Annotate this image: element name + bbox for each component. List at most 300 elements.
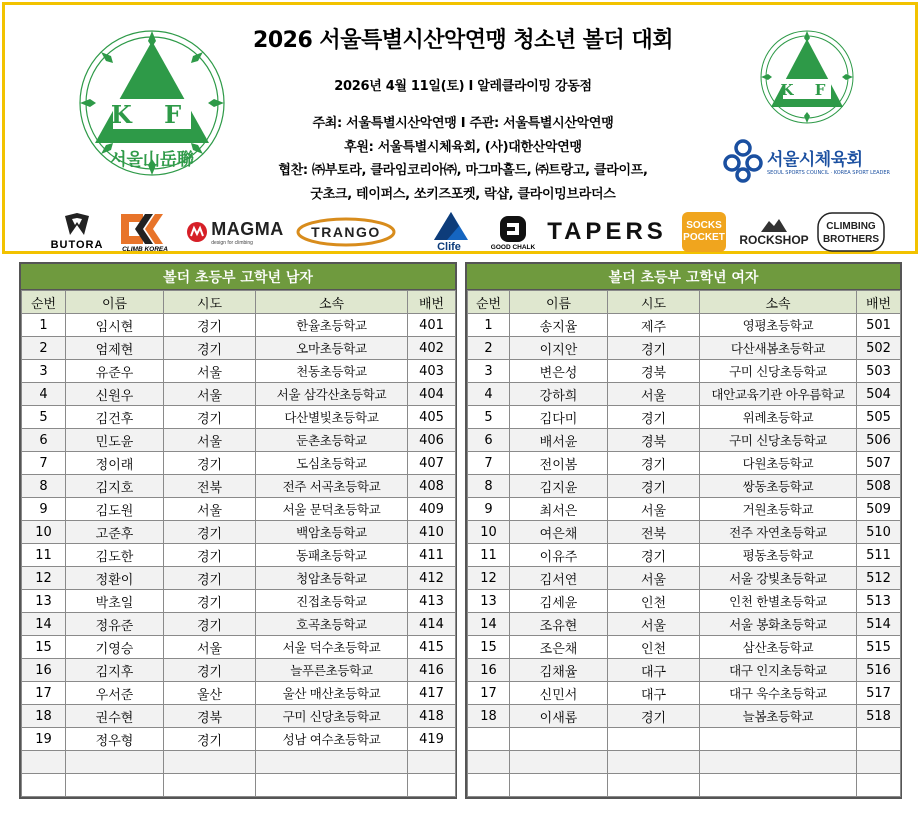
cell-number: 18	[22, 705, 66, 728]
table-row	[22, 613, 456, 636]
cell-region	[608, 728, 700, 751]
cell-number: 18	[468, 705, 510, 728]
cell-bib: 504	[857, 383, 901, 406]
emblem-hanja: 서울山岳聯	[110, 150, 194, 170]
cell-number: 2	[22, 337, 66, 360]
cell-number: 15	[22, 636, 66, 659]
cell-number: 14	[22, 613, 66, 636]
cell-region: 서울	[608, 383, 700, 406]
cell-name: 우서준	[66, 682, 164, 705]
cell-bib: 403	[408, 360, 456, 383]
cell-number: 10	[22, 521, 66, 544]
cell-name: 박초일	[66, 590, 164, 613]
cell-name: 유준우	[66, 360, 164, 383]
cell-bib: 503	[857, 360, 901, 383]
cell-affiliation: 한율초등학교	[256, 314, 408, 337]
cell-bib: 416	[408, 659, 456, 682]
cell-name	[510, 728, 608, 751]
table-row	[22, 498, 456, 521]
cell-bib: 516	[857, 659, 901, 682]
cell-number: 8	[22, 475, 66, 498]
cell-bib: 511	[857, 544, 901, 567]
cell-affiliation: 늘봄초등학교	[700, 705, 857, 728]
cell-bib	[408, 751, 456, 774]
good-chalk-label: GOOD CHALK	[490, 243, 536, 251]
cell-affiliation: 늘푸른초등학교	[256, 659, 408, 682]
cell-name: 이유주	[510, 544, 608, 567]
cosponsors-line-1: 협찬: ㈜부토라, 클라임코리아㈜, 마그마홀드, ㈜트랑고, 클라이프,	[278, 163, 648, 178]
cell-region: 경기	[608, 406, 700, 429]
cell-number	[22, 774, 66, 797]
cell-region	[608, 774, 700, 797]
seoul-sports-council-logo	[723, 135, 891, 187]
butora-icon	[62, 213, 92, 237]
table-row	[468, 613, 901, 636]
cell-region	[164, 751, 256, 774]
tapers-label: TAPERS	[547, 218, 667, 245]
table-row	[468, 567, 901, 590]
sponsors-line: 후원: 서울특별시체육회, (사)대한산악연맹	[344, 140, 582, 155]
cell-region: 경북	[164, 705, 256, 728]
cell-region: 경기	[164, 544, 256, 567]
cell-region: 경기	[608, 544, 700, 567]
cell-number: 2	[468, 337, 510, 360]
cell-region: 경기	[608, 705, 700, 728]
cell-number	[468, 774, 510, 797]
cell-region: 경북	[608, 429, 700, 452]
cell-region: 인천	[608, 590, 700, 613]
table-row	[22, 337, 456, 360]
cell-affiliation	[256, 774, 408, 797]
cell-bib: 412	[408, 567, 456, 590]
cell-bib: 502	[857, 337, 901, 360]
organizers: 주최: 서울특별시산악연맹 I 주관: 서울특별시산악연맹	[312, 116, 614, 131]
cell-number: 4	[22, 383, 66, 406]
cell-bib: 409	[408, 498, 456, 521]
cell-number: 7	[468, 452, 510, 475]
butora-label: BUTORA	[50, 239, 104, 251]
table-row	[468, 360, 901, 383]
clife-label: Clife	[437, 241, 461, 253]
cell-bib: 507	[857, 452, 901, 475]
table-row	[22, 360, 456, 383]
clife-icon	[429, 211, 469, 241]
cell-name: 정이래	[66, 452, 164, 475]
boys-roster-table	[19, 262, 457, 799]
table-row	[22, 567, 456, 590]
cell-bib: 418	[408, 705, 456, 728]
emblem-letters: K F	[110, 100, 194, 129]
rockshop-logo	[741, 208, 807, 256]
cell-number: 12	[468, 567, 510, 590]
cell-number: 10	[468, 521, 510, 544]
cell-name	[66, 774, 164, 797]
cell-region: 전북	[608, 521, 700, 544]
col-header-number: 순번	[468, 291, 510, 314]
mountaineering-federation-emblem-small-icon	[757, 25, 857, 129]
svg-text:CLIMBING: CLIMBING	[826, 221, 876, 232]
cell-number: 5	[468, 406, 510, 429]
cell-bib: 415	[408, 636, 456, 659]
cell-name: 이새롬	[510, 705, 608, 728]
cell-bib: 419	[408, 728, 456, 751]
cell-bib: 407	[408, 452, 456, 475]
cell-region: 경기	[164, 659, 256, 682]
cell-bib	[408, 774, 456, 797]
cell-number: 5	[22, 406, 66, 429]
col-header-number: 순번	[22, 291, 66, 314]
cell-bib: 501	[857, 314, 901, 337]
boys-table-title: 볼더 초등부 고학년 남자	[21, 264, 455, 290]
cell-name: 정환이	[66, 567, 164, 590]
svg-text:BROTHERS: BROTHERS	[822, 234, 880, 245]
table-row	[22, 590, 456, 613]
magma-sub-label: design for climbing	[211, 239, 253, 246]
magma-logo	[185, 208, 285, 256]
cell-bib: 506	[857, 429, 901, 452]
cell-number	[468, 728, 510, 751]
cell-bib: 510	[857, 521, 901, 544]
cell-region	[608, 751, 700, 774]
cell-affiliation: 전주 자연초등학교	[700, 521, 857, 544]
cell-affiliation: 서울 강빛초등학교	[700, 567, 857, 590]
cell-affiliation: 대구 욱수초등학교	[700, 682, 857, 705]
cell-affiliation: 울산 매산초등학교	[256, 682, 408, 705]
cell-region: 서울	[164, 498, 256, 521]
table-row	[22, 659, 456, 682]
cell-number: 11	[468, 544, 510, 567]
cell-bib: 401	[408, 314, 456, 337]
table-row	[468, 728, 901, 751]
cell-number: 9	[22, 498, 66, 521]
cell-affiliation: 청암초등학교	[256, 567, 408, 590]
col-header-name: 이름	[66, 291, 164, 314]
cell-number: 11	[22, 544, 66, 567]
cell-affiliation: 서울 삼각산초등학교	[256, 383, 408, 406]
cell-name: 엄제현	[66, 337, 164, 360]
cell-region: 경기	[164, 521, 256, 544]
cell-name: 정유준	[66, 613, 164, 636]
cell-affiliation: 대구 인지초등학교	[700, 659, 857, 682]
cell-name: 기영승	[66, 636, 164, 659]
cell-affiliation: 구미 신당초등학교	[700, 360, 857, 383]
cell-number: 16	[22, 659, 66, 682]
cell-bib: 505	[857, 406, 901, 429]
cell-affiliation: 인천 한별초등학교	[700, 590, 857, 613]
cell-number: 13	[22, 590, 66, 613]
table-header-row	[22, 291, 456, 314]
cell-affiliation: 백암초등학교	[256, 521, 408, 544]
cell-affiliation: 대안교육기관 아우름학교	[700, 383, 857, 406]
seoul-sports-council-tagline: SEOUL SPORTS COUNCIL · KOREA SPORT LEADER	[767, 170, 891, 176]
cell-name: 고준후	[66, 521, 164, 544]
cell-region: 경기	[608, 452, 700, 475]
col-header-affiliation: 소속	[256, 291, 408, 314]
magma-icon	[186, 221, 208, 243]
cell-bib: 405	[408, 406, 456, 429]
table-row	[22, 682, 456, 705]
cell-name: 김도한	[66, 544, 164, 567]
cell-affiliation: 성남 여수초등학교	[256, 728, 408, 751]
table-row	[468, 544, 901, 567]
cell-number: 14	[468, 613, 510, 636]
cell-affiliation: 쌍동초등학교	[700, 475, 857, 498]
cell-affiliation: 천동초등학교	[256, 360, 408, 383]
table-row	[22, 429, 456, 452]
cell-bib: 513	[857, 590, 901, 613]
cell-bib: 512	[857, 567, 901, 590]
rockshop-label: ROCKSHOP	[739, 233, 809, 247]
table-row	[22, 705, 456, 728]
cell-region: 경기	[608, 475, 700, 498]
cell-region: 경기	[164, 613, 256, 636]
magma-label: MAGMA	[211, 218, 284, 239]
cell-affiliation: 다산별빛초등학교	[256, 406, 408, 429]
cell-name: 권수현	[66, 705, 164, 728]
girls-table-title: 볼더 초등부 고학년 여자	[467, 264, 900, 290]
seoul-sports-council-icon	[723, 137, 763, 183]
col-header-region: 시도	[608, 291, 700, 314]
table-row	[468, 751, 901, 774]
cell-name: 김지윤	[510, 475, 608, 498]
table-row	[22, 521, 456, 544]
cell-affiliation: 서울 봉화초등학교	[700, 613, 857, 636]
cell-affiliation	[700, 774, 857, 797]
cell-name: 여은채	[510, 521, 608, 544]
cell-name	[510, 751, 608, 774]
table-row	[22, 452, 456, 475]
table-row	[468, 682, 901, 705]
tapers-logo	[549, 208, 665, 256]
cell-bib: 404	[408, 383, 456, 406]
cell-number: 12	[22, 567, 66, 590]
climb-korea-label: CLIMB KOREA	[122, 245, 168, 253]
ck-icon	[117, 212, 173, 246]
cell-affiliation: 진접초등학교	[256, 590, 408, 613]
table-row	[468, 590, 901, 613]
cell-bib: 410	[408, 521, 456, 544]
cell-affiliation: 둔촌초등학교	[256, 429, 408, 452]
cell-number	[468, 751, 510, 774]
climb-korea-logo	[113, 208, 177, 256]
cell-bib: 413	[408, 590, 456, 613]
cell-region: 울산	[164, 682, 256, 705]
cell-name: 강하희	[510, 383, 608, 406]
cell-bib: 408	[408, 475, 456, 498]
cell-region: 서울	[608, 498, 700, 521]
svg-text:SOCKS: SOCKS	[686, 220, 722, 231]
cell-name: 송지율	[510, 314, 608, 337]
cell-number: 3	[468, 360, 510, 383]
cell-number: 19	[22, 728, 66, 751]
cell-region: 경기	[164, 452, 256, 475]
cell-number: 17	[22, 682, 66, 705]
cell-bib	[857, 774, 901, 797]
good-chalk-icon	[498, 214, 528, 244]
table-row	[468, 521, 901, 544]
event-header	[2, 2, 918, 254]
clife-logo	[423, 208, 475, 256]
trango-label: TRANGO	[311, 224, 381, 240]
trango-logo	[295, 208, 397, 256]
cell-number: 9	[468, 498, 510, 521]
cell-region: 서울	[164, 383, 256, 406]
cell-affiliation: 삼산초등학교	[700, 636, 857, 659]
rockshop-icon	[759, 217, 789, 233]
cell-region: 서울	[608, 567, 700, 590]
cell-affiliation: 서울 덕수초등학교	[256, 636, 408, 659]
cell-bib: 508	[857, 475, 901, 498]
cell-name	[510, 774, 608, 797]
cell-region: 경북	[608, 360, 700, 383]
seoul-sports-council-name: 서울시체육회	[767, 150, 863, 170]
cell-affiliation: 전주 서곡초등학교	[256, 475, 408, 498]
table-row	[468, 705, 901, 728]
cell-affiliation	[700, 728, 857, 751]
cell-number: 3	[22, 360, 66, 383]
cell-affiliation: 위례초등학교	[700, 406, 857, 429]
cell-bib	[857, 728, 901, 751]
col-header-bib: 배번	[408, 291, 456, 314]
cell-region: 경기	[164, 406, 256, 429]
cell-name: 배서윤	[510, 429, 608, 452]
cell-number: 17	[468, 682, 510, 705]
cell-name: 김다미	[510, 406, 608, 429]
cell-name	[66, 751, 164, 774]
col-header-region: 시도	[164, 291, 256, 314]
cell-affiliation: 거원초등학교	[700, 498, 857, 521]
table-row	[22, 751, 456, 774]
svg-text:POCKET: POCKET	[683, 232, 725, 243]
cell-region: 경기	[164, 590, 256, 613]
table-row	[22, 774, 456, 797]
cell-name: 김도원	[66, 498, 164, 521]
col-header-name: 이름	[510, 291, 608, 314]
cell-name: 김채율	[510, 659, 608, 682]
cell-affiliation: 다원초등학교	[700, 452, 857, 475]
cell-name: 변은성	[510, 360, 608, 383]
cell-region: 경기	[164, 314, 256, 337]
date-venue: 2026년 4월 11일(토) I 알레클라이밍 강동점	[334, 79, 592, 94]
cell-name: 신원우	[66, 383, 164, 406]
cell-bib: 402	[408, 337, 456, 360]
cell-affiliation: 구미 신당초등학교	[256, 705, 408, 728]
cell-affiliation: 동패초등학교	[256, 544, 408, 567]
col-header-affiliation: 소속	[700, 291, 857, 314]
cell-affiliation: 서울 문덕초등학교	[256, 498, 408, 521]
cell-bib: 417	[408, 682, 456, 705]
climbing-brothers-logo	[813, 208, 889, 256]
cell-region: 경기	[608, 337, 700, 360]
cell-number: 13	[468, 590, 510, 613]
cell-region: 경기	[164, 337, 256, 360]
cell-region	[164, 774, 256, 797]
cell-name: 김세윤	[510, 590, 608, 613]
cell-name: 김지후	[66, 659, 164, 682]
cell-bib: 411	[408, 544, 456, 567]
cell-number: 6	[468, 429, 510, 452]
cell-affiliation: 오마초등학교	[256, 337, 408, 360]
cell-region: 대구	[608, 659, 700, 682]
svg-text:K F: K F	[780, 81, 834, 99]
cell-bib: 517	[857, 682, 901, 705]
cell-name: 김지호	[66, 475, 164, 498]
cell-affiliation: 구미 신당초등학교	[700, 429, 857, 452]
cell-name: 김서연	[510, 567, 608, 590]
table-row	[468, 636, 901, 659]
cell-affiliation: 영평초등학교	[700, 314, 857, 337]
girls-roster-table	[465, 262, 902, 799]
table-row	[468, 774, 901, 797]
cell-affiliation: 평동초등학교	[700, 544, 857, 567]
table-row	[22, 728, 456, 751]
cell-affiliation: 도심초등학교	[256, 452, 408, 475]
cell-region: 경기	[164, 567, 256, 590]
cell-name: 민도윤	[66, 429, 164, 452]
butora-logo	[45, 208, 109, 256]
table-row	[22, 314, 456, 337]
table-header-row	[468, 291, 901, 314]
cell-name: 이지안	[510, 337, 608, 360]
table-row	[22, 406, 456, 429]
cell-name: 조유현	[510, 613, 608, 636]
table-row	[468, 498, 901, 521]
cell-name: 정우형	[66, 728, 164, 751]
table-row	[468, 659, 901, 682]
table-row	[468, 406, 901, 429]
cell-region: 경기	[164, 728, 256, 751]
cell-number: 1	[468, 314, 510, 337]
socks-pocket-logo	[677, 208, 731, 256]
cell-number: 7	[22, 452, 66, 475]
cell-number: 4	[468, 383, 510, 406]
cosponsors-line-2: 굿초크, 테이퍼스, 쏘키즈포켓, 락샵, 클라이밍브라더스	[310, 187, 616, 202]
cell-affiliation: 다산새봄초등학교	[700, 337, 857, 360]
cell-bib: 515	[857, 636, 901, 659]
table-row	[468, 452, 901, 475]
cell-affiliation: 호곡초등학교	[256, 613, 408, 636]
table-row	[468, 429, 901, 452]
table-row	[468, 475, 901, 498]
climbing-brothers-icon	[816, 211, 886, 253]
table-row	[22, 383, 456, 406]
cell-number	[22, 751, 66, 774]
cell-region: 서울	[164, 636, 256, 659]
cell-region: 대구	[608, 682, 700, 705]
cell-region: 서울	[608, 613, 700, 636]
socks-pocket-icon	[680, 210, 728, 254]
cell-affiliation	[256, 751, 408, 774]
cell-region: 전북	[164, 475, 256, 498]
cell-name: 임시현	[66, 314, 164, 337]
good-chalk-logo	[483, 208, 543, 256]
cell-bib: 509	[857, 498, 901, 521]
table-row	[22, 544, 456, 567]
cell-number: 1	[22, 314, 66, 337]
cell-region: 서울	[164, 429, 256, 452]
cell-name: 김건후	[66, 406, 164, 429]
table-row	[468, 383, 901, 406]
cell-number: 8	[468, 475, 510, 498]
cell-number: 16	[468, 659, 510, 682]
col-header-bib: 배번	[857, 291, 901, 314]
table-row	[22, 636, 456, 659]
cell-number: 15	[468, 636, 510, 659]
cell-name: 조은채	[510, 636, 608, 659]
cell-region: 인천	[608, 636, 700, 659]
table-row	[22, 475, 456, 498]
cell-bib: 406	[408, 429, 456, 452]
